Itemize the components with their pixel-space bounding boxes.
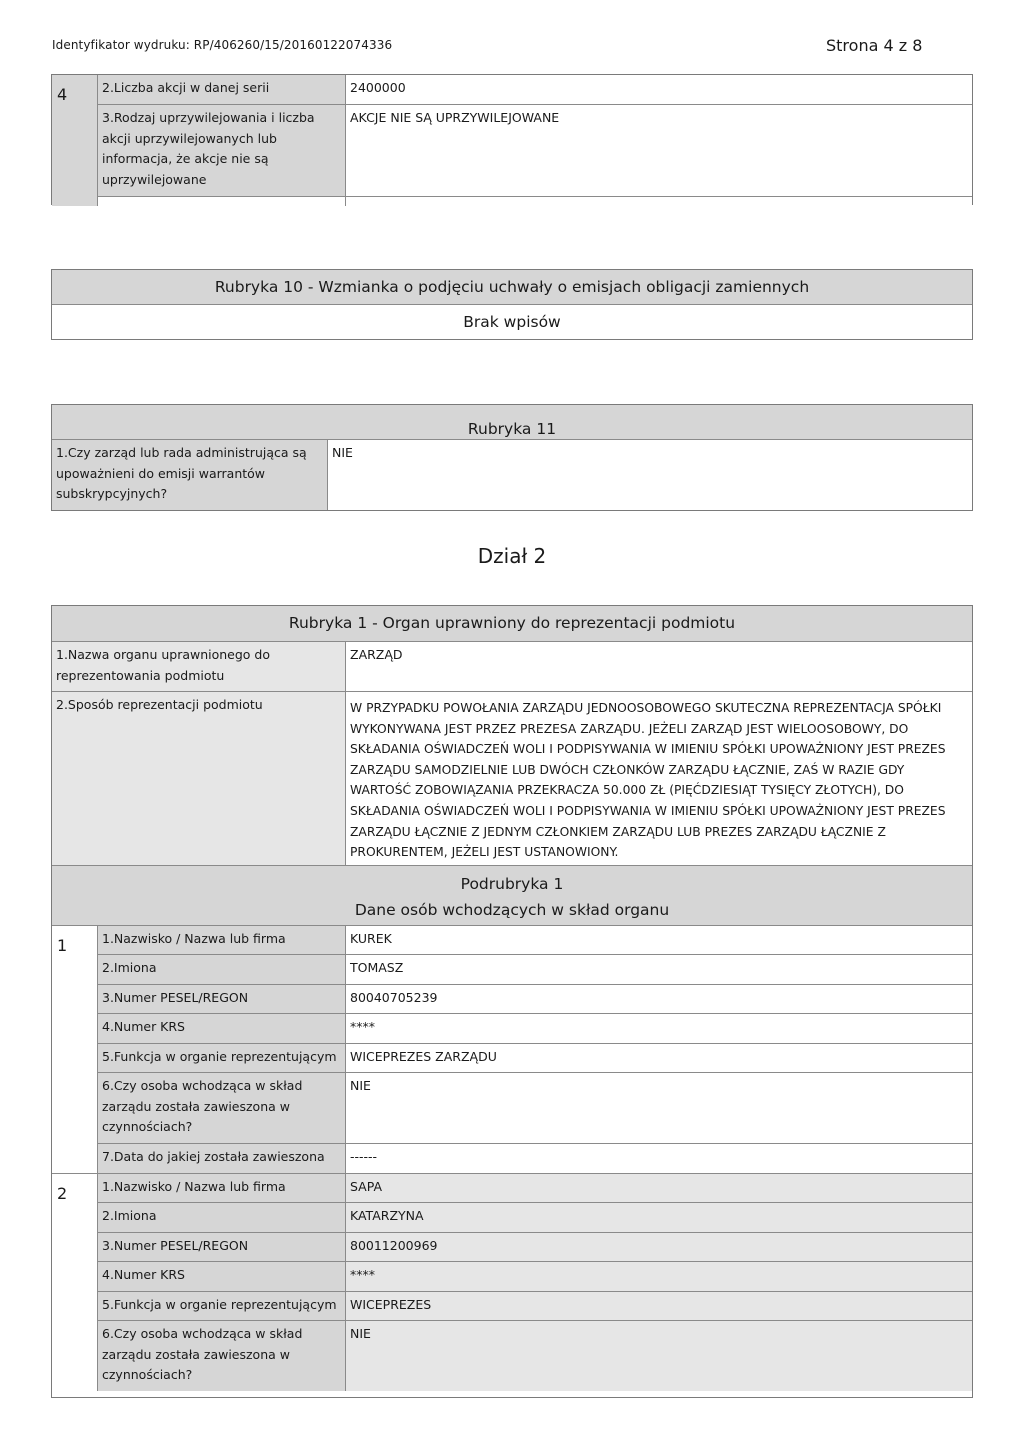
representation-text: W PRZYPADKU POWOŁANIA ZARZĄDU JEDNOOSOBOWEGO SKUTECZNA REPREZENTACJA SPÓŁKI WYKONYWANA JEST PRZEZ PREZESA ZARZĄDU. JEŻELI ZARZĄD JEST WIELOOSOBOWY, DO SKŁADANIA OŚWIADCZEŃ WOLI I PODPISYWANIA W IMIENIU SPÓŁKI UPOWAŻNIONY JEST PREZES ZARZĄDU SAMODZIELNIE LUB DWÓCH CZŁONKÓW ZARZĄDU ŁĄCZNIE, ZAŚ W RAZIE GDY WARTOŚĆ ZOBOWIĄZANIA PRZEKRACZA 50.000 ZŁ (PIĘĆDZIESIĄT TYSIĘCY ZŁOTYCH), DO SKŁADANIA OŚWIADCZEŃ WOLI I PODPISYWANIA W IMIENIU SPÓŁKI UPOWAŻNIONY JEST PREZES ZARZĄDU ŁĄCZNIE Z JEDNYM CZŁONKIEM ZARZĄDU LUB PREZES ZARZĄDU ŁĄCZNIE Z PROKURENTEM, JEŻELI JEST USTANOWIONY.	[346, 692, 972, 866]
field-value: TOMASZ	[346, 955, 972, 985]
rubryka-9-continuation	[51, 74, 973, 205]
subsection-subtitle: Dane osób wchodzących w skład organu	[354, 901, 670, 919]
field-value: WICEPREZES	[346, 1292, 972, 1321]
field-label: 1.Nazwisko / Nazwa lub firma	[98, 926, 346, 955]
field-value: NIE	[346, 1073, 972, 1144]
page-number: Strona 4 z 8	[826, 36, 923, 55]
subsection-header	[52, 866, 972, 926]
field-label: 1.Nazwisko / Nazwa lub firma	[98, 1174, 346, 1203]
field-value: NIE	[346, 1321, 972, 1391]
field-value: 80011200969	[346, 1233, 972, 1262]
field-label: 4.Numer KRS	[98, 1262, 346, 1292]
rubryka-title: Rubryka 10 - Wzmianka o podjęciu uchwały o emisjach obligacji zamiennych	[52, 270, 972, 305]
field-label: 7.Data do jakiej została zawieszona	[98, 1144, 346, 1174]
field-value: 2400000	[346, 75, 972, 105]
person-number: 1	[52, 926, 98, 1174]
rubryka-10	[51, 269, 973, 340]
field-label: 2.Sposób reprezentacji podmiotu	[52, 692, 346, 866]
field-value: 80040705239	[346, 985, 972, 1014]
no-entries-text: Brak wpisów	[52, 305, 972, 339]
field-label: 1.Nazwa organu uprawnionego do reprezentowania podmiotu	[52, 642, 346, 692]
person-number: 2	[52, 1174, 98, 1391]
filler-cell	[346, 197, 972, 206]
field-label: 1.Czy zarząd lub rada administrująca są upoważnieni do emisji warrantów subskrypcyjnych?	[52, 440, 328, 510]
field-value: NIE	[328, 440, 972, 510]
field-value: AKCJE NIE SĄ UPRZYWILEJOWANE	[346, 105, 972, 197]
rubryka-11	[51, 404, 973, 511]
rubryka-title: Rubryka 11	[52, 405, 972, 440]
field-label: 2.Liczba akcji w danej serii	[98, 75, 346, 105]
field-label: 5.Funkcja w organie reprezentującym	[98, 1044, 346, 1073]
field-value: ------	[346, 1144, 972, 1174]
field-label: 2.Imiona	[98, 1203, 346, 1233]
field-label: 5.Funkcja w organie reprezentującym	[98, 1292, 346, 1321]
field-value: ****	[346, 1014, 972, 1044]
filler-cell	[98, 197, 346, 206]
field-label: 3.Rodzaj uprzywilejowania i liczba akcji uprzywilejowanych lub informacja, że akcje nie są uprzywilejowane	[98, 105, 346, 197]
field-label: 4.Numer KRS	[98, 1014, 346, 1044]
field-value: SAPA	[346, 1174, 972, 1203]
field-value: KUREK	[346, 926, 972, 955]
rubryka-title: Rubryka 1 - Organ uprawniony do reprezentacji podmiotu	[52, 606, 972, 642]
page-header	[0, 0, 1024, 60]
field-label: 6.Czy osoba wchodząca w skład zarządu została zawieszona w czynnościach?	[98, 1321, 346, 1391]
section-title: Dział 2	[477, 544, 547, 568]
print-identifier: Identyfikator wydruku: RP/406260/15/20160122074336	[52, 38, 393, 52]
entry-number: 4	[52, 75, 98, 206]
field-label: 6.Czy osoba wchodząca w skład zarządu została zawieszona w czynnościach?	[98, 1073, 346, 1144]
field-label: 3.Numer PESEL/REGON	[98, 985, 346, 1014]
field-value: WICEPREZES ZARZĄDU	[346, 1044, 972, 1073]
subsection-title: Podrubryka 1	[460, 875, 564, 893]
field-value: KATARZYNA	[346, 1203, 972, 1233]
field-label: 3.Numer PESEL/REGON	[98, 1233, 346, 1262]
field-label: 2.Imiona	[98, 955, 346, 985]
field-value: ZARZĄD	[346, 642, 972, 692]
field-value: ****	[346, 1262, 972, 1292]
rubryka-1-organ	[51, 605, 973, 1398]
